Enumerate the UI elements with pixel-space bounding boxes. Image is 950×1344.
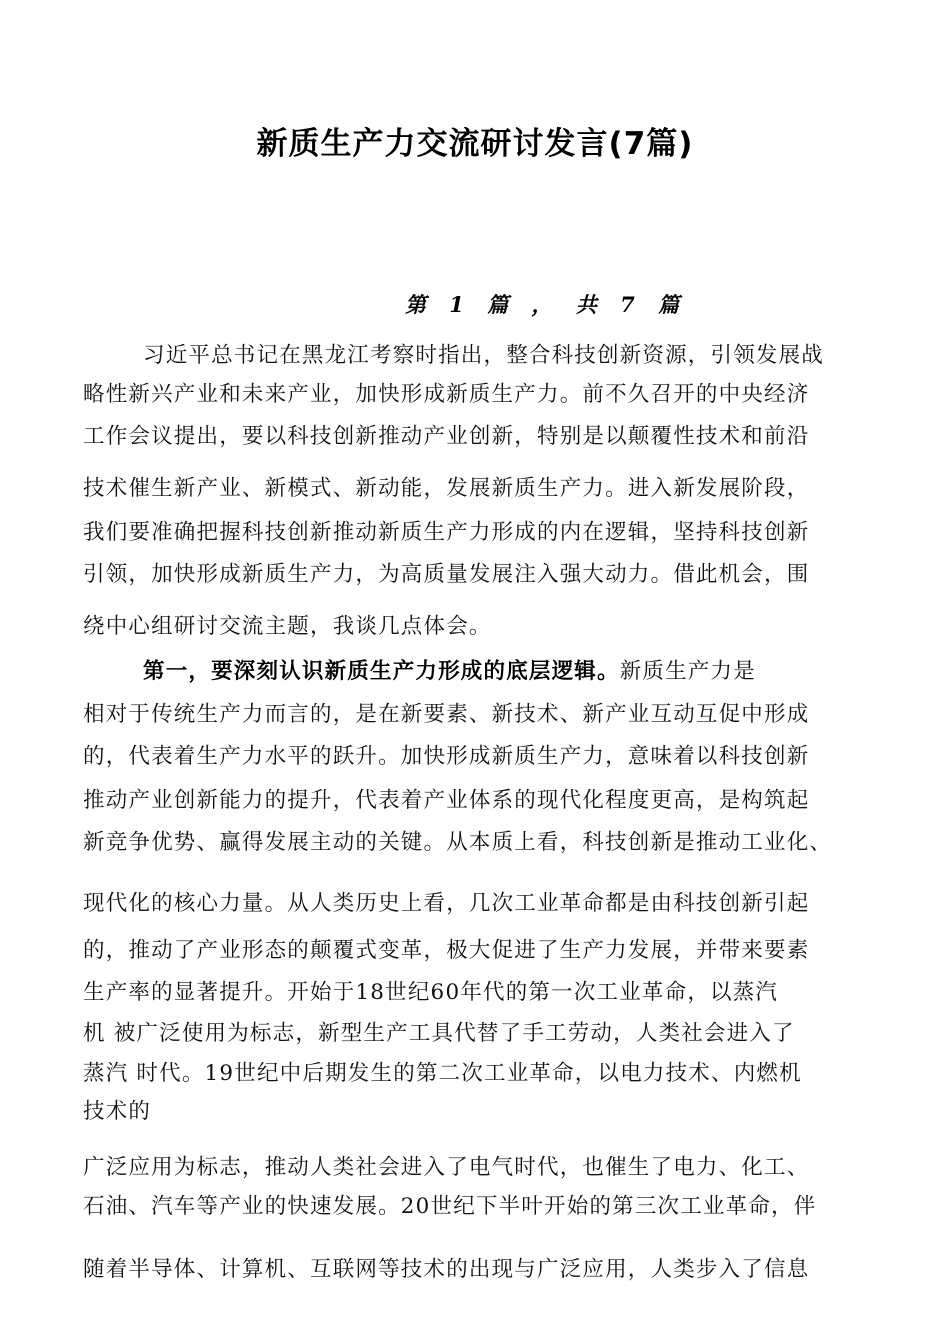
paragraph-line: 工作会议提出，要以科技创新推动产业创新，特别是以颠覆性技术和前沿 [83,424,810,449]
paragraph-line: 现代化的核心力量。从人类历史上看，几次工业革命都是由科技创新引起 [83,891,810,916]
paragraph-line: 绕中心组研讨交流主题，我谈几点体会。 [83,614,492,639]
paragraph-line [143,654,756,685]
paragraph-line: 技术的 [83,1099,152,1124]
paragraph-line: 技术催生新产业、新模式、新动能，发展新质生产力。进入新发展阶段， [83,476,810,501]
paragraph-line: 生产率的显著提升。开始于18世纪60年代的第一次工业革命，以蒸汽 [83,980,779,1005]
paragraph-line: 机 被广泛使用为标志，新型生产工具代替了手工劳动，人类社会进入了 [83,1021,795,1046]
paragraph-line: 石油、汽车等产业的快速发展。20世纪下半叶开始的第三次工业革命，伴 [83,1194,817,1219]
paragraph-line: 我们要准确把握科技创新推动新质生产力形成的内在逻辑，坚持科技创新 [83,520,810,545]
paragraph-line: 的，推动了产业形态的颠覆式变革，极大促进了生产力发展，并带来要素 [83,938,810,963]
paragraph-line: 推动产业创新能力的提升，代表着产业体系的现代化程度更高，是构筑起 [83,788,810,813]
paragraph-line: 广泛应用为标志，推动人类社会进入了电气时代，也催生了电力、化工、 [83,1155,810,1180]
paragraph-line: 引领，加快形成新质生产力，为高质量发展注入强大动力。借此机会，围 [83,562,810,587]
paragraph-line: 蒸汽 时代。19世纪中后期发生的第二次工业革命，以电力技术、内燃机 [83,1061,802,1086]
paragraph-line: 相对于传统生产力而言的，是在新要素、新技术、新产业互动互促中形成 [83,702,810,727]
paragraph-line: 略性新兴产业和未来产业，加快形成新质生产力。前不久召开的中央经济 [83,382,810,407]
paragraph-line: 随着半导体、计算机、互联网等技术的出现与广泛应用，人类步入了信息 [83,1257,810,1282]
paragraph-line: 习近平总书记在黑龙江考察时指出，整合科技创新资源，引领发展战 [143,343,825,368]
paragraph-line: 新竞争优势、赢得发展主动的关键。从本质上看，科技创新是推动工业化、 [83,830,833,855]
section-heading: 第一，要深刻认识新质生产力形成的底层逻辑。 [143,659,620,684]
heading-continuation: 新质生产力是 [619,659,756,684]
document-subtitle: 第 1 篇 ， 共 7 篇 [405,292,688,317]
paragraph-line: 的，代表着生产力水平的跃升。加快形成新质生产力，意味着以科技创新 [83,744,810,769]
document-title: 新质生产力交流研讨发言(7篇) [256,126,694,162]
